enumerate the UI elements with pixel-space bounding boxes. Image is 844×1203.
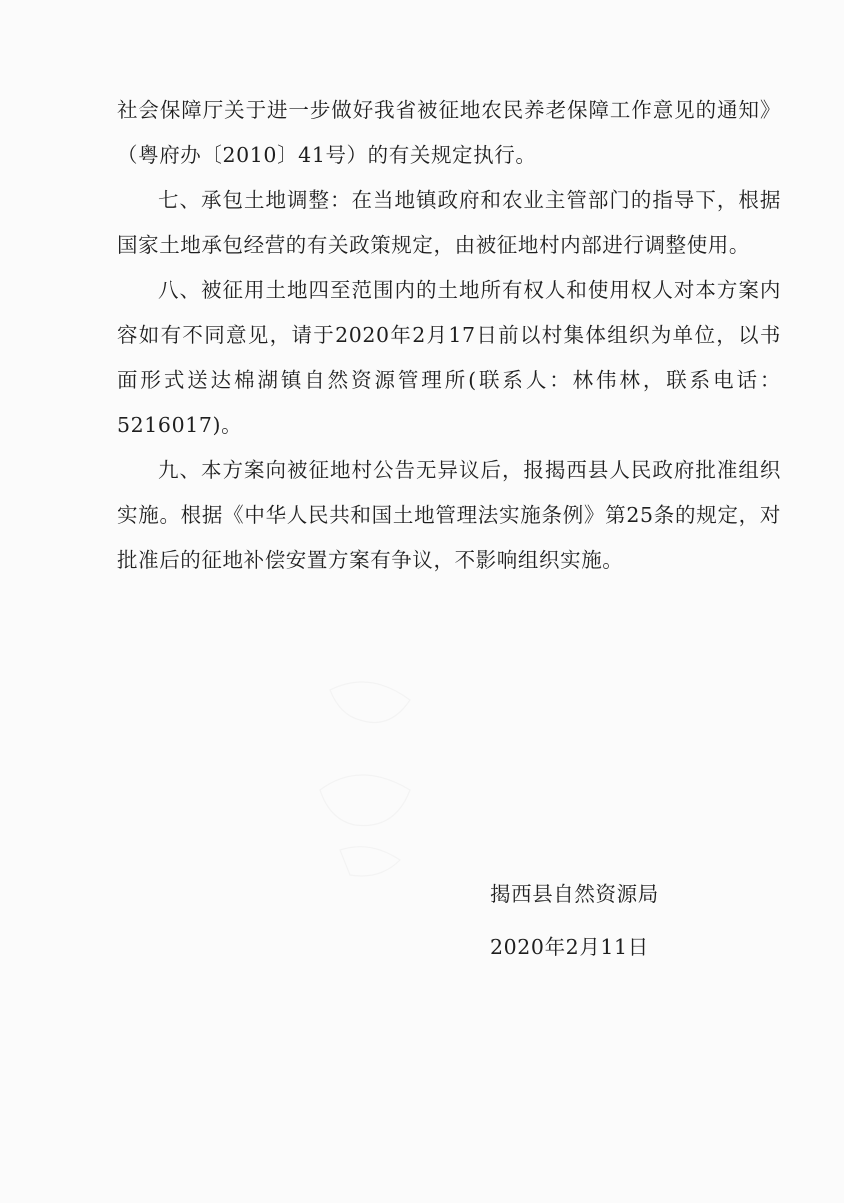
issuing-organization: 揭西县自然资源局	[490, 882, 659, 906]
faint-seal-trace	[300, 660, 440, 890]
paragraph-objection-submission: 八、被征用土地四至范围内的土地所有权人和使用权人对本方案内容如有不同意见，请于2020年2月17日前以村集体组织为单位，以书面形式送达棉湖镇自然资源管理所(联系人：林伟林，联系电话：5216017)。	[117, 278, 781, 437]
paragraph-implementation: 九、本方案向被征地村公告无异议后，报揭西县人民政府批准组织实施。根据《中华人民共和国土地管理法实施条例》第25条的规定，对批准后的征地补偿安置方案有争议，不影响组织实施。	[117, 458, 781, 572]
signature-block	[490, 872, 770, 970]
issue-date: 2020年2月11日	[490, 935, 649, 959]
paragraph-continuation: 社会保障厅关于进一步做好我省被征地农民养老保障工作意见的通知》（粤府办〔2010〕41号）的有关规定执行。	[117, 98, 781, 167]
body-text	[117, 88, 781, 583]
paragraph-land-adjustment: 七、承包土地调整：在当地镇政府和农业主管部门的指导下，根据国家土地承包经营的有关政策规定，由被征地村内部进行调整使用。	[117, 188, 781, 257]
